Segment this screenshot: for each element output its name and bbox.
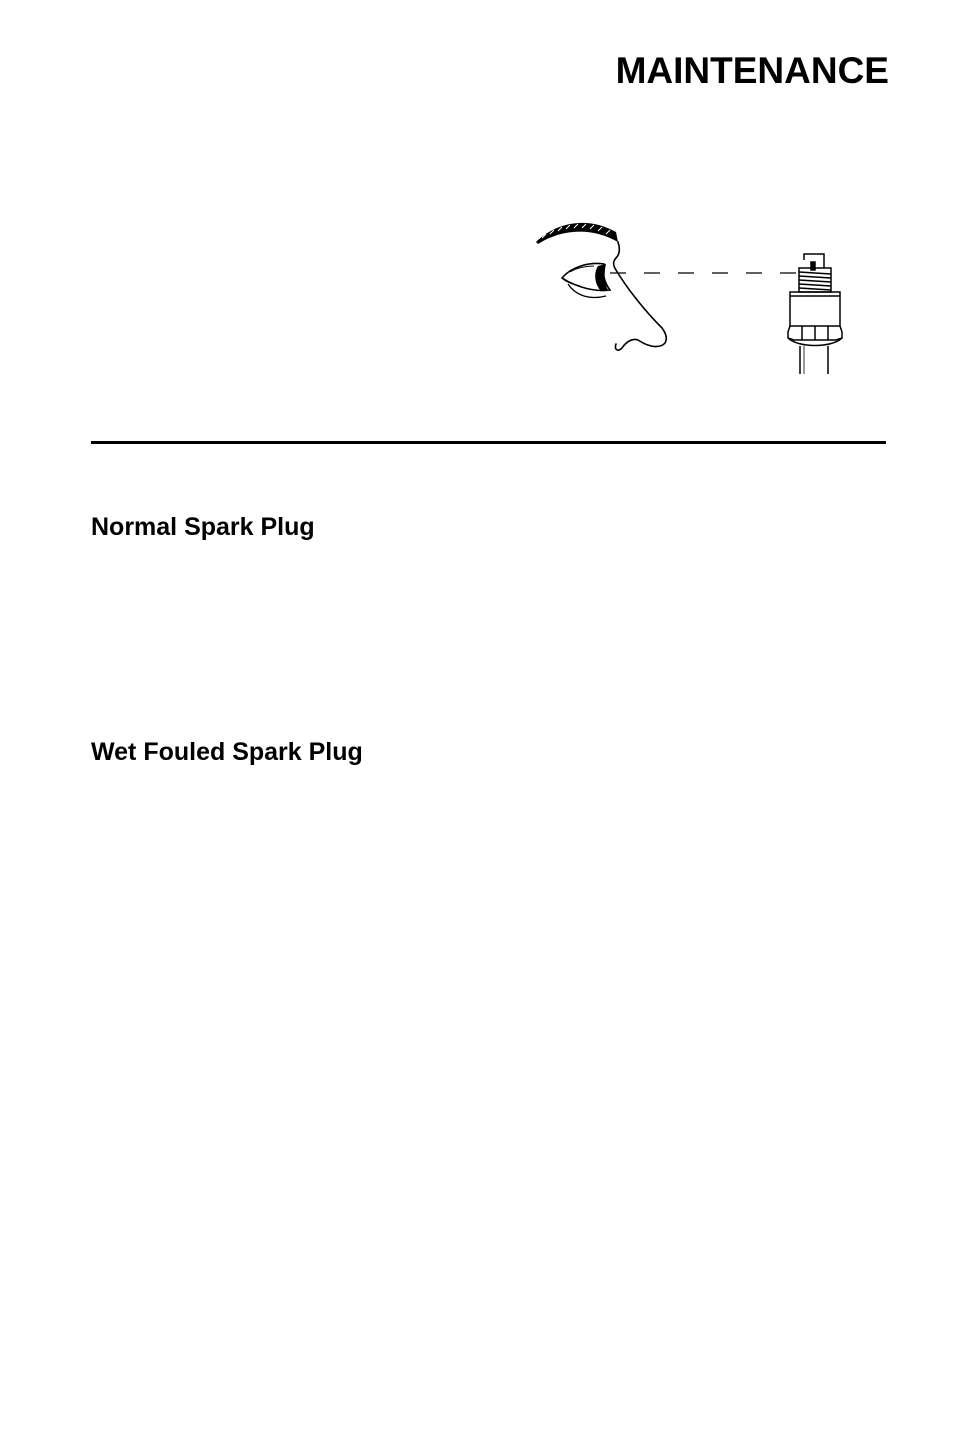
face-outline: [614, 242, 667, 350]
section-title: MAINTENANCE: [615, 50, 889, 91]
spark-plug-inspection-illustration: [528, 212, 873, 382]
spark-plug-drawing: [788, 254, 842, 374]
section-divider: [91, 441, 886, 444]
heading-wet-fouled-spark-plug: Wet Fouled Spark Plug: [91, 738, 363, 766]
eyebrow-drawing: [536, 223, 618, 244]
eye-drawing: [562, 264, 610, 298]
heading-normal-spark-plug: Normal Spark Plug: [91, 513, 315, 541]
